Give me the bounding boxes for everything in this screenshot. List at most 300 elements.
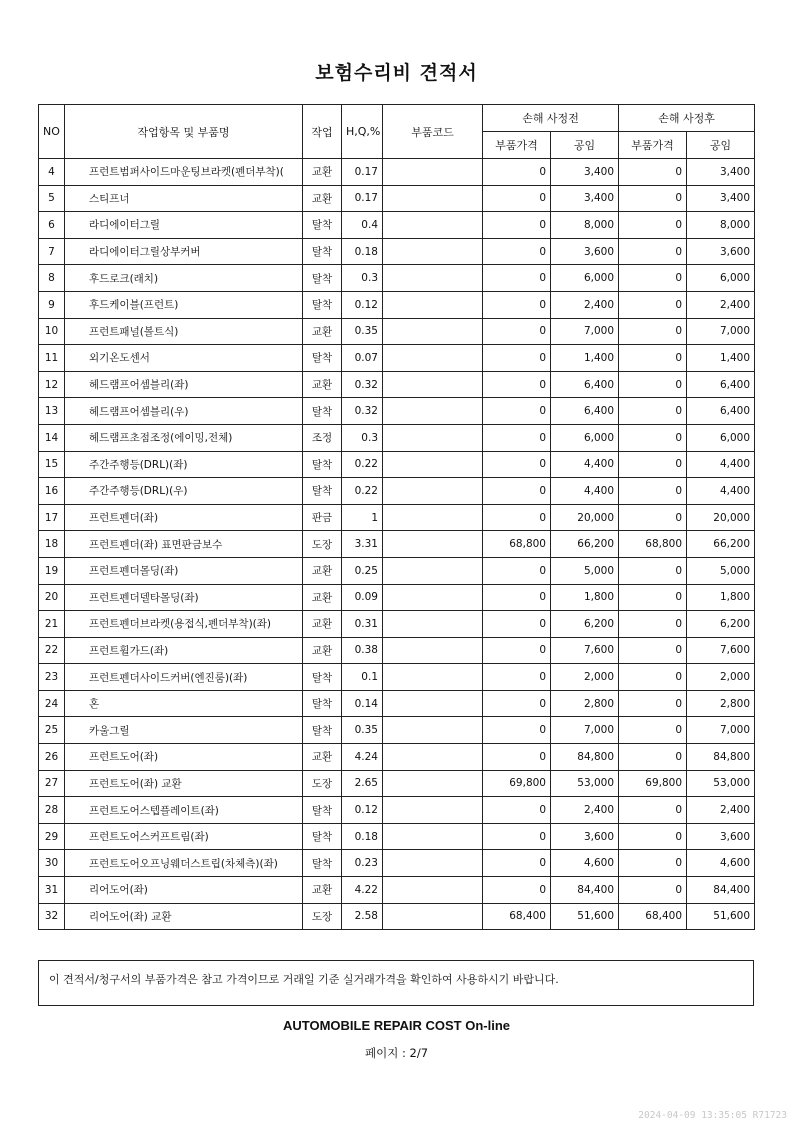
cell-hq: 0.12 bbox=[342, 291, 383, 318]
header-after-labor: 공임 bbox=[687, 132, 755, 159]
table-row bbox=[39, 744, 755, 771]
cell-before-part-price: 0 bbox=[483, 557, 551, 584]
cell-after-part-price: 0 bbox=[619, 584, 687, 611]
cell-after-part-price: 0 bbox=[619, 159, 687, 186]
cell-no: 8 bbox=[39, 265, 65, 292]
cell-after-labor: 20,000 bbox=[687, 504, 755, 531]
cell-part-code bbox=[383, 637, 483, 664]
cell-work: 도장 bbox=[303, 531, 342, 558]
cell-part-code bbox=[383, 770, 483, 797]
cell-no: 29 bbox=[39, 823, 65, 850]
header-before-part-price: 부품가격 bbox=[483, 132, 551, 159]
cell-work: 탈착 bbox=[303, 797, 342, 824]
cell-work: 교환 bbox=[303, 744, 342, 771]
cell-before-part-price: 0 bbox=[483, 212, 551, 239]
cell-before-part-price: 0 bbox=[483, 398, 551, 425]
table-row bbox=[39, 398, 755, 425]
cell-before-part-price: 0 bbox=[483, 424, 551, 451]
cell-no: 31 bbox=[39, 877, 65, 904]
cell-hq: 0.17 bbox=[342, 185, 383, 212]
cell-hq: 0.12 bbox=[342, 797, 383, 824]
header-item: 작업항목 및 부품명 bbox=[65, 105, 303, 159]
cell-part-code bbox=[383, 717, 483, 744]
cell-item-name: 헤드램프초점조정(에이밍,전체) bbox=[65, 424, 303, 451]
cell-no: 17 bbox=[39, 504, 65, 531]
cell-before-labor: 6,200 bbox=[551, 611, 619, 638]
cell-hq: 1 bbox=[342, 504, 383, 531]
header-work: 작업 bbox=[303, 105, 342, 159]
cell-no: 26 bbox=[39, 744, 65, 771]
cell-part-code bbox=[383, 877, 483, 904]
cell-after-part-price: 0 bbox=[619, 265, 687, 292]
cell-before-labor: 84,800 bbox=[551, 744, 619, 771]
cell-after-part-price: 0 bbox=[619, 345, 687, 372]
cell-work: 교환 bbox=[303, 637, 342, 664]
cell-part-code bbox=[383, 291, 483, 318]
table-row bbox=[39, 797, 755, 824]
cell-part-code bbox=[383, 744, 483, 771]
cell-before-part-price: 0 bbox=[483, 823, 551, 850]
cell-item-name: 스티프너 bbox=[65, 185, 303, 212]
cell-item-name: 혼 bbox=[65, 690, 303, 717]
cell-before-part-price: 0 bbox=[483, 159, 551, 186]
cell-before-part-price: 0 bbox=[483, 318, 551, 345]
cell-work: 탈착 bbox=[303, 717, 342, 744]
cell-before-labor: 7,600 bbox=[551, 637, 619, 664]
cell-item-name: 후드로크(래치) bbox=[65, 265, 303, 292]
cell-after-labor: 3,600 bbox=[687, 823, 755, 850]
cell-after-labor: 2,800 bbox=[687, 690, 755, 717]
cell-before-part-price: 0 bbox=[483, 478, 551, 505]
cell-before-part-price: 0 bbox=[483, 797, 551, 824]
cell-item-name: 프런트도어스커프트림(좌) bbox=[65, 823, 303, 850]
cell-before-labor: 8,000 bbox=[551, 212, 619, 239]
cell-after-part-price: 0 bbox=[619, 318, 687, 345]
cell-hq: 0.23 bbox=[342, 850, 383, 877]
cell-part-code bbox=[383, 265, 483, 292]
table-row bbox=[39, 478, 755, 505]
cell-after-labor: 84,400 bbox=[687, 877, 755, 904]
cell-after-labor: 6,200 bbox=[687, 611, 755, 638]
cell-after-part-price: 0 bbox=[619, 504, 687, 531]
table-row bbox=[39, 531, 755, 558]
cell-no: 16 bbox=[39, 478, 65, 505]
cell-after-part-price: 0 bbox=[619, 291, 687, 318]
table-row bbox=[39, 850, 755, 877]
table-row bbox=[39, 664, 755, 691]
cell-no: 28 bbox=[39, 797, 65, 824]
cell-item-name: 헤드램프어셈블리(좌) bbox=[65, 371, 303, 398]
cell-hq: 0.31 bbox=[342, 611, 383, 638]
cell-hq: 2.65 bbox=[342, 770, 383, 797]
cell-after-labor: 4,400 bbox=[687, 451, 755, 478]
cell-part-code bbox=[383, 903, 483, 930]
table-row bbox=[39, 877, 755, 904]
cell-after-labor: 6,000 bbox=[687, 265, 755, 292]
cell-no: 24 bbox=[39, 690, 65, 717]
cell-work: 탈착 bbox=[303, 451, 342, 478]
cell-item-name: 프런트펜더몰딩(좌) bbox=[65, 557, 303, 584]
cell-work: 탈착 bbox=[303, 265, 342, 292]
table-row bbox=[39, 504, 755, 531]
cell-work: 탈착 bbox=[303, 212, 342, 239]
cell-after-labor: 3,400 bbox=[687, 185, 755, 212]
cell-no: 14 bbox=[39, 424, 65, 451]
cell-before-labor: 4,400 bbox=[551, 478, 619, 505]
cell-work: 교환 bbox=[303, 318, 342, 345]
cell-hq: 0.17 bbox=[342, 159, 383, 186]
cell-part-code bbox=[383, 159, 483, 186]
table-row bbox=[39, 265, 755, 292]
cell-before-labor: 2,800 bbox=[551, 690, 619, 717]
cell-before-labor: 6,400 bbox=[551, 398, 619, 425]
cell-hq: 0.38 bbox=[342, 637, 383, 664]
cell-after-labor: 2,000 bbox=[687, 664, 755, 691]
cell-before-part-price: 0 bbox=[483, 637, 551, 664]
table-row bbox=[39, 903, 755, 930]
cell-after-part-price: 0 bbox=[619, 850, 687, 877]
cell-after-labor: 53,000 bbox=[687, 770, 755, 797]
cell-before-labor: 51,600 bbox=[551, 903, 619, 930]
cell-after-labor: 1,400 bbox=[687, 345, 755, 372]
cell-before-part-price: 0 bbox=[483, 238, 551, 265]
cell-hq: 0.3 bbox=[342, 424, 383, 451]
cell-before-labor: 53,000 bbox=[551, 770, 619, 797]
cell-part-code bbox=[383, 611, 483, 638]
estimate-table bbox=[38, 104, 755, 930]
cell-item-name: 라디에이터그릴상부커버 bbox=[65, 238, 303, 265]
cell-hq: 4.22 bbox=[342, 877, 383, 904]
table-row bbox=[39, 345, 755, 372]
cell-before-labor: 2,400 bbox=[551, 291, 619, 318]
cell-after-labor: 7,000 bbox=[687, 318, 755, 345]
cell-before-part-price: 0 bbox=[483, 185, 551, 212]
cell-after-part-price: 0 bbox=[619, 637, 687, 664]
cell-hq: 0.14 bbox=[342, 690, 383, 717]
cell-before-labor: 4,400 bbox=[551, 451, 619, 478]
cell-no: 4 bbox=[39, 159, 65, 186]
table-row bbox=[39, 371, 755, 398]
cell-item-name: 주간주행등(DRL)(우) bbox=[65, 478, 303, 505]
header-before: 손해 사정전 bbox=[483, 105, 619, 132]
cell-no: 21 bbox=[39, 611, 65, 638]
cell-before-part-price: 0 bbox=[483, 877, 551, 904]
cell-part-code bbox=[383, 371, 483, 398]
cell-after-labor: 2,400 bbox=[687, 797, 755, 824]
cell-hq: 0.18 bbox=[342, 238, 383, 265]
cell-part-code bbox=[383, 478, 483, 505]
cell-part-code bbox=[383, 823, 483, 850]
header-code: 부품코드 bbox=[383, 105, 483, 159]
cell-before-labor: 20,000 bbox=[551, 504, 619, 531]
cell-item-name: 프런트펜더사이드커버(엔진룸)(좌) bbox=[65, 664, 303, 691]
cell-no: 25 bbox=[39, 717, 65, 744]
cell-hq: 0.22 bbox=[342, 478, 383, 505]
cell-before-part-price: 0 bbox=[483, 584, 551, 611]
cell-item-name: 프런트휠가드(좌) bbox=[65, 637, 303, 664]
cell-before-labor: 66,200 bbox=[551, 531, 619, 558]
cell-before-labor: 1,800 bbox=[551, 584, 619, 611]
cell-before-part-price: 0 bbox=[483, 664, 551, 691]
cell-item-name: 카울그릴 bbox=[65, 717, 303, 744]
cell-work: 교환 bbox=[303, 159, 342, 186]
cell-after-labor: 2,400 bbox=[687, 291, 755, 318]
cell-before-part-price: 0 bbox=[483, 451, 551, 478]
cell-before-labor: 6,000 bbox=[551, 265, 619, 292]
cell-after-labor: 7,600 bbox=[687, 637, 755, 664]
cell-item-name: 리어도어(좌) 교환 bbox=[65, 903, 303, 930]
cell-before-labor: 6,000 bbox=[551, 424, 619, 451]
cell-hq: 3.31 bbox=[342, 531, 383, 558]
table-row bbox=[39, 451, 755, 478]
header-after: 손해 사정후 bbox=[619, 105, 755, 132]
cell-part-code bbox=[383, 398, 483, 425]
cell-after-labor: 6,000 bbox=[687, 424, 755, 451]
cell-no: 18 bbox=[39, 531, 65, 558]
cell-after-part-price: 0 bbox=[619, 877, 687, 904]
table-row bbox=[39, 185, 755, 212]
cell-no: 13 bbox=[39, 398, 65, 425]
cell-before-part-price: 0 bbox=[483, 291, 551, 318]
cell-before-part-price: 0 bbox=[483, 744, 551, 771]
cell-item-name: 리어도어(좌) bbox=[65, 877, 303, 904]
cell-part-code bbox=[383, 185, 483, 212]
page-number: 페이지 : 2/7 bbox=[364, 1046, 429, 1060]
cell-before-part-price: 0 bbox=[483, 371, 551, 398]
cell-item-name: 프런트펜더(좌) 표면판금보수 bbox=[65, 531, 303, 558]
cell-after-part-price: 0 bbox=[619, 823, 687, 850]
price-notice: 이 견적서/청구서의 부품가격은 참고 가격이므로 거래일 기준 실거래가격을 확인하여 사용하시기 바랍니다. bbox=[38, 960, 754, 1006]
cell-before-part-price: 0 bbox=[483, 345, 551, 372]
header-after-part-price: 부품가격 bbox=[619, 132, 687, 159]
document-title: 보험수리비 견적서 bbox=[315, 62, 478, 84]
cell-after-part-price: 0 bbox=[619, 690, 687, 717]
cell-no: 15 bbox=[39, 451, 65, 478]
cell-part-code bbox=[383, 212, 483, 239]
cell-after-part-price: 68,800 bbox=[619, 531, 687, 558]
table-row bbox=[39, 690, 755, 717]
table-row bbox=[39, 717, 755, 744]
cell-part-code bbox=[383, 504, 483, 531]
cell-after-part-price: 0 bbox=[619, 451, 687, 478]
cell-hq: 0.1 bbox=[342, 664, 383, 691]
cell-before-labor: 3,600 bbox=[551, 823, 619, 850]
cell-after-labor: 6,400 bbox=[687, 398, 755, 425]
cell-after-part-price: 0 bbox=[619, 185, 687, 212]
cell-part-code bbox=[383, 557, 483, 584]
cell-before-labor: 4,600 bbox=[551, 850, 619, 877]
cell-hq: 0.3 bbox=[342, 265, 383, 292]
table-row bbox=[39, 212, 755, 239]
cell-item-name: 프런트도어스텝플레이트(좌) bbox=[65, 797, 303, 824]
cell-work: 교환 bbox=[303, 877, 342, 904]
cell-before-labor: 7,000 bbox=[551, 717, 619, 744]
cell-hq: 0.09 bbox=[342, 584, 383, 611]
cell-after-labor: 8,000 bbox=[687, 212, 755, 239]
cell-item-name: 프런트펜더(좌) bbox=[65, 504, 303, 531]
cell-work: 교환 bbox=[303, 611, 342, 638]
cell-after-labor: 6,400 bbox=[687, 371, 755, 398]
cell-item-name: 프런트펜더브라켓(용접식,펜더부착)(좌) bbox=[65, 611, 303, 638]
table-row bbox=[39, 291, 755, 318]
cell-work: 교환 bbox=[303, 584, 342, 611]
cell-work: 탈착 bbox=[303, 850, 342, 877]
cell-no: 11 bbox=[39, 345, 65, 372]
cell-no: 22 bbox=[39, 637, 65, 664]
header-before-labor: 공임 bbox=[551, 132, 619, 159]
cell-before-labor: 3,600 bbox=[551, 238, 619, 265]
cell-after-labor: 4,400 bbox=[687, 478, 755, 505]
cell-after-labor: 1,800 bbox=[687, 584, 755, 611]
table-row bbox=[39, 557, 755, 584]
cell-item-name: 프런트패널(볼트식) bbox=[65, 318, 303, 345]
cell-no: 19 bbox=[39, 557, 65, 584]
table-row bbox=[39, 637, 755, 664]
cell-before-labor: 3,400 bbox=[551, 185, 619, 212]
cell-no: 20 bbox=[39, 584, 65, 611]
cell-item-name: 프런트도어(좌) bbox=[65, 744, 303, 771]
cell-no: 6 bbox=[39, 212, 65, 239]
cell-item-name: 주간주행등(DRL)(좌) bbox=[65, 451, 303, 478]
cell-part-code bbox=[383, 424, 483, 451]
cell-work: 도장 bbox=[303, 903, 342, 930]
cell-work: 탈착 bbox=[303, 823, 342, 850]
cell-part-code bbox=[383, 850, 483, 877]
cell-before-part-price: 68,800 bbox=[483, 531, 551, 558]
cell-work: 교환 bbox=[303, 185, 342, 212]
cell-work: 교환 bbox=[303, 557, 342, 584]
table-row bbox=[39, 611, 755, 638]
cell-part-code bbox=[383, 797, 483, 824]
header-hq: H,Q,% bbox=[342, 105, 383, 159]
cell-before-part-price: 0 bbox=[483, 690, 551, 717]
cell-part-code bbox=[383, 690, 483, 717]
cell-after-part-price: 0 bbox=[619, 557, 687, 584]
cell-before-labor: 2,400 bbox=[551, 797, 619, 824]
cell-work: 판금 bbox=[303, 504, 342, 531]
cell-before-part-price: 0 bbox=[483, 504, 551, 531]
cell-after-labor: 66,200 bbox=[687, 531, 755, 558]
cell-no: 30 bbox=[39, 850, 65, 877]
cell-after-part-price: 0 bbox=[619, 664, 687, 691]
cell-after-part-price: 0 bbox=[619, 717, 687, 744]
cell-before-part-price: 0 bbox=[483, 265, 551, 292]
cell-after-part-price: 69,800 bbox=[619, 770, 687, 797]
cell-work: 탈착 bbox=[303, 690, 342, 717]
cell-no: 27 bbox=[39, 770, 65, 797]
cell-item-name: 프런트도어오프닝웨더스트립(차체측)(좌) bbox=[65, 850, 303, 877]
cell-before-labor: 7,000 bbox=[551, 318, 619, 345]
table-row bbox=[39, 159, 755, 186]
cell-hq: 2.58 bbox=[342, 903, 383, 930]
cell-after-part-price: 0 bbox=[619, 797, 687, 824]
cell-work: 탈착 bbox=[303, 398, 342, 425]
cell-hq: 0.07 bbox=[342, 345, 383, 372]
cell-before-labor: 1,400 bbox=[551, 345, 619, 372]
cell-after-labor: 3,600 bbox=[687, 238, 755, 265]
cell-after-part-price: 0 bbox=[619, 744, 687, 771]
cell-before-part-price: 0 bbox=[483, 717, 551, 744]
cell-item-name: 라디에이터그릴 bbox=[65, 212, 303, 239]
cell-hq: 0.22 bbox=[342, 451, 383, 478]
cell-after-part-price: 0 bbox=[619, 398, 687, 425]
cell-after-part-price: 0 bbox=[619, 424, 687, 451]
cell-before-part-price: 69,800 bbox=[483, 770, 551, 797]
cell-hq: 0.4 bbox=[342, 212, 383, 239]
cell-after-labor: 3,400 bbox=[687, 159, 755, 186]
cell-item-name: 외기온도센서 bbox=[65, 345, 303, 372]
cell-work: 탈착 bbox=[303, 238, 342, 265]
cell-before-part-price: 0 bbox=[483, 850, 551, 877]
cell-work: 도장 bbox=[303, 770, 342, 797]
cell-after-part-price: 0 bbox=[619, 611, 687, 638]
cell-after-part-price: 68,400 bbox=[619, 903, 687, 930]
cell-part-code bbox=[383, 238, 483, 265]
cell-item-name: 후드케이블(프런트) bbox=[65, 291, 303, 318]
cell-no: 23 bbox=[39, 664, 65, 691]
cell-part-code bbox=[383, 451, 483, 478]
cell-no: 7 bbox=[39, 238, 65, 265]
cell-after-labor: 5,000 bbox=[687, 557, 755, 584]
cell-item-name: 프런트도어(좌) 교환 bbox=[65, 770, 303, 797]
cell-after-labor: 84,800 bbox=[687, 744, 755, 771]
table-row bbox=[39, 823, 755, 850]
cell-before-labor: 6,400 bbox=[551, 371, 619, 398]
cell-hq: 4.24 bbox=[342, 744, 383, 771]
cell-no: 5 bbox=[39, 185, 65, 212]
cell-work: 탈착 bbox=[303, 664, 342, 691]
cell-hq: 0.25 bbox=[342, 557, 383, 584]
cell-before-labor: 3,400 bbox=[551, 159, 619, 186]
cell-hq: 0.35 bbox=[342, 318, 383, 345]
cell-no: 12 bbox=[39, 371, 65, 398]
cell-hq: 0.32 bbox=[342, 371, 383, 398]
cell-work: 탈착 bbox=[303, 345, 342, 372]
cell-item-name: 프런트펜더델타몰딩(좌) bbox=[65, 584, 303, 611]
cell-part-code bbox=[383, 584, 483, 611]
cell-work: 교환 bbox=[303, 371, 342, 398]
cell-item-name: 프런트범퍼사이드마운팅브라켓(펜더부착)( bbox=[65, 159, 303, 186]
cell-item-name: 헤드램프어셈블리(우) bbox=[65, 398, 303, 425]
cell-no: 32 bbox=[39, 903, 65, 930]
cell-after-part-price: 0 bbox=[619, 371, 687, 398]
estimate-rows bbox=[39, 159, 755, 930]
cell-after-part-price: 0 bbox=[619, 238, 687, 265]
header-no: NO bbox=[39, 105, 65, 159]
table-row bbox=[39, 424, 755, 451]
cell-after-labor: 4,600 bbox=[687, 850, 755, 877]
table-row bbox=[39, 318, 755, 345]
cell-part-code bbox=[383, 531, 483, 558]
table-row bbox=[39, 238, 755, 265]
cell-before-labor: 2,000 bbox=[551, 664, 619, 691]
cell-before-labor: 84,400 bbox=[551, 877, 619, 904]
footer-brand: AUTOMOBILE REPAIR COST On-line bbox=[282, 1018, 511, 1033]
cell-work: 탈착 bbox=[303, 291, 342, 318]
cell-before-part-price: 0 bbox=[483, 611, 551, 638]
cell-before-labor: 5,000 bbox=[551, 557, 619, 584]
cell-before-part-price: 68,400 bbox=[483, 903, 551, 930]
cell-part-code bbox=[383, 318, 483, 345]
cell-after-part-price: 0 bbox=[619, 212, 687, 239]
table-row bbox=[39, 770, 755, 797]
cell-after-labor: 7,000 bbox=[687, 717, 755, 744]
cell-after-labor: 51,600 bbox=[687, 903, 755, 930]
table-row bbox=[39, 584, 755, 611]
cell-after-part-price: 0 bbox=[619, 478, 687, 505]
cell-no: 10 bbox=[39, 318, 65, 345]
cell-part-code bbox=[383, 345, 483, 372]
